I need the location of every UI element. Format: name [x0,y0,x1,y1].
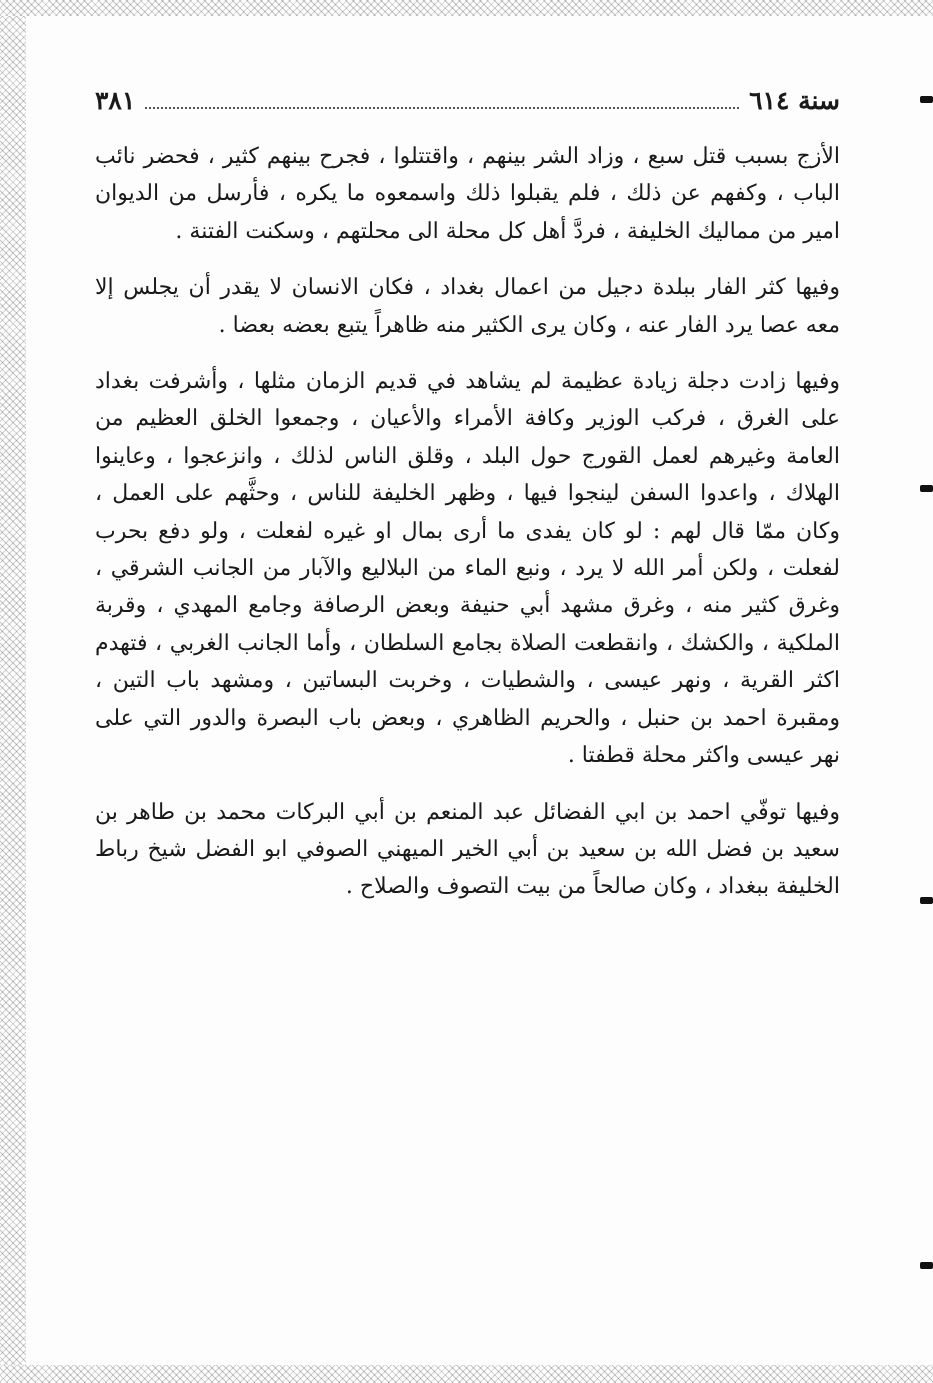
scan-edge-bottom [0,1365,933,1383]
scan-edge-top [0,0,933,16]
margin-marker [920,96,933,103]
page-number: ٣٨١ [95,86,136,115]
scan-edge-left [0,16,26,1365]
margin-marker [920,897,933,904]
paragraph: وفيها توفّي احمد بن ابي الفضائل عبد المنعم بن أبي البركات محمد بن طاهر بن سعيد بن فضل الله بن سعيد بن أبي الخير الميهني الصوفي ابو الفضل شيخ رباط الخليفة ببغداد ، وكان صالحاً من بيت التصوف والصلاح . [95,799,840,900]
margin-marker [920,1262,933,1269]
header-dotted-rule [145,93,739,109]
header-year: سنة ٦١٤ [749,86,840,115]
body-text [95,138,840,925]
paragraph: الأزج بسبب قتل سبع ، وزاد الشر بينهم ، واقتتلوا ، فجرح بينهم كثير ، فحضر نائب الباب ، وكفهم عن ذلك ، فلم يقبلوا ذلك واسمعوه ما يكره ، فأرسل من الديوان امير من مماليك الخليفة ، فردَّ أهل كل محلة الى محلتهم ، وسكنت الفتنة . [95,144,840,244]
margin-marker [920,485,933,492]
page-header [95,86,840,122]
paragraph: وفيها زادت دجلة زيادة عظيمة لم يشاهد في قديم الزمان مثلها ، وأشرفت بغداد على الغرق ، فركب الوزير وكافة الأمراء والأعيان ، وجمعوا الخلق العظيم من العامة وغيرهم لعمل القورج حول البلد ، وقلق الناس لذلك ، وانزعجوا ، وعاينوا الهلاك ، واعدوا السفن لينجوا فيها ، وظهر الخليفة للناس ، وحثَّهم على العمل ، وكان ممّا قال لهم : لو كان يفدى ما أرى بمال او غيره لفعلت ، ولو دفع بحرب لفعلت ، ولكن أمر الله لا يرد ، ونبع الماء من البلاليع والآبار من الجانب الشرقي ، وغرق كثير منه ، وغرق مشهد أبي حنيفة وبعض الرصافة وجامع المهدي ، وقربة الملكية ، والكشك ، وانقطعت الصلاة بجامع السلطان ، وأما الجانب الغربي ، فتهدم اكثر القرية ، ونهر عيسى ، والشطيات ، وخربت البساتين ، ومشهد باب التين ، ومقبرة احمد بن حنبل ، والحريم الظاهري ، وبعض باب البصرة والدور التي على نهر عيسى واكثر محلة قطفتا . [95,369,840,769]
paragraph: وفيها كثر الفار ببلدة دجيل من اعمال بغداد ، فكان الانسان لا يقدر أن يجلس إلا معه عصا يرد الفار عنه ، وكان يرى الكثير منه ظاهراً يتبع بعضه بعضا . [95,275,840,338]
